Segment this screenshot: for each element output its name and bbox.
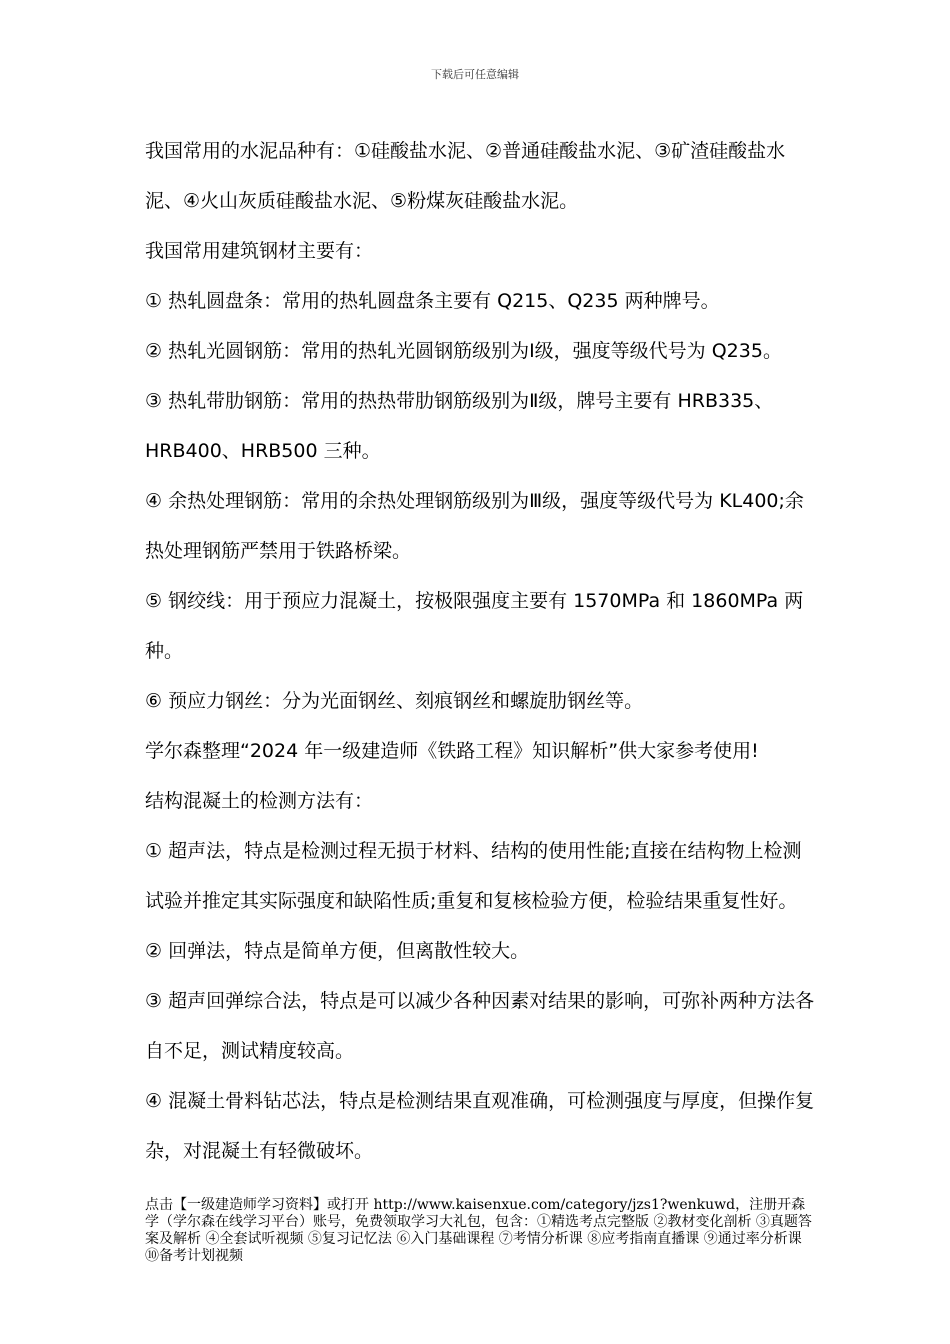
paragraph-testing-item-3: ③ 超声回弹综合法，特点是可以减少各种因素对结果的影响，可弥补两种方法各自不足，测试精度较高。 [145, 990, 815, 1062]
paragraph-testing-item-1: ① 超声法，特点是检测过程无损于材料、结构的使用性能;直接在结构物上检测试验并推定其实际强度和缺陷性质;重复和复核检验方便，检验结果重复性好。 [145, 840, 802, 912]
paragraph-testing-intro: 结构混凝土的检测方法有： [145, 790, 374, 812]
paragraph-steel-item-2: ② 热轧光圆钢筋：常用的热轧光圆钢筋级别为Ⅰ级，强度等级代号为 Q235。 [145, 340, 782, 362]
footer-promo-text: 点击【一级建造师学习资料】或打开 http://www.kaisenxue.com/category/jzs1?wenkuwd，注册开森学（学尔森在线学习平台）账号，免费领取学习大礼包，包含：①精选考点完整版 ②教材变化剖析 ③真题答案及解析 ④全套试听视频 ⑤复习记忆法 ⑥入门基础课程 ⑦考情分析课 ⑧应考指南直播课 ⑨通过率分析课 ⑩备考计划视频 [145, 1197, 812, 1264]
paragraph-steel-item-4: ④ 余热处理钢筋：常用的余热处理钢筋级别为Ⅲ级，强度等级代号为 KL400;余热处理钢筋严禁用于铁路桥梁。 [145, 490, 804, 562]
paragraph-testing-item-4: ④ 混凝土骨料钻芯法，特点是检测结果直观准确，可检测强度与厚度，但操作复杂，对混凝土有轻微破坏。 [145, 1090, 815, 1162]
paragraph-steel-item-6: ⑥ 预应力钢丝：分为光面钢丝、刻痕钢丝和螺旋肋钢丝等。 [145, 690, 644, 712]
paragraph-testing-item-2: ② 回弹法，特点是简单方便，但离散性较大。 [145, 940, 530, 962]
paragraph-source-note: 学尔森整理“2024 年一级建造师《铁路工程》知识解析”供大家参考使用! [145, 740, 759, 762]
page-header-note: 下载后可任意编辑 [431, 68, 519, 81]
document-body [145, 126, 815, 1176]
paragraph-steel-intro: 我国常用建筑钢材主要有： [145, 240, 374, 262]
paragraph-cement-types: 我国常用的水泥品种有：①硅酸盐水泥、②普通硅酸盐水泥、③矿渣硅酸盐水泥、④火山灰质硅酸盐水泥、⑤粉煤灰硅酸盐水泥。 [145, 140, 786, 212]
paragraph-steel-item-3: ③ 热轧带肋钢筋：常用的热热带肋钢筋级别为Ⅱ级，牌号主要有 HRB335、HRB400、HRB500 三种。 [145, 390, 774, 462]
paragraph-steel-item-1: ① 热轧圆盘条：常用的热轧圆盘条主要有 Q215、Q235 两种牌号。 [145, 290, 720, 312]
paragraph-steel-item-5: ⑤ 钢绞线：用于预应力混凝土，按极限强度主要有 1570MPa 和 1860MPa 两种。 [145, 590, 804, 662]
